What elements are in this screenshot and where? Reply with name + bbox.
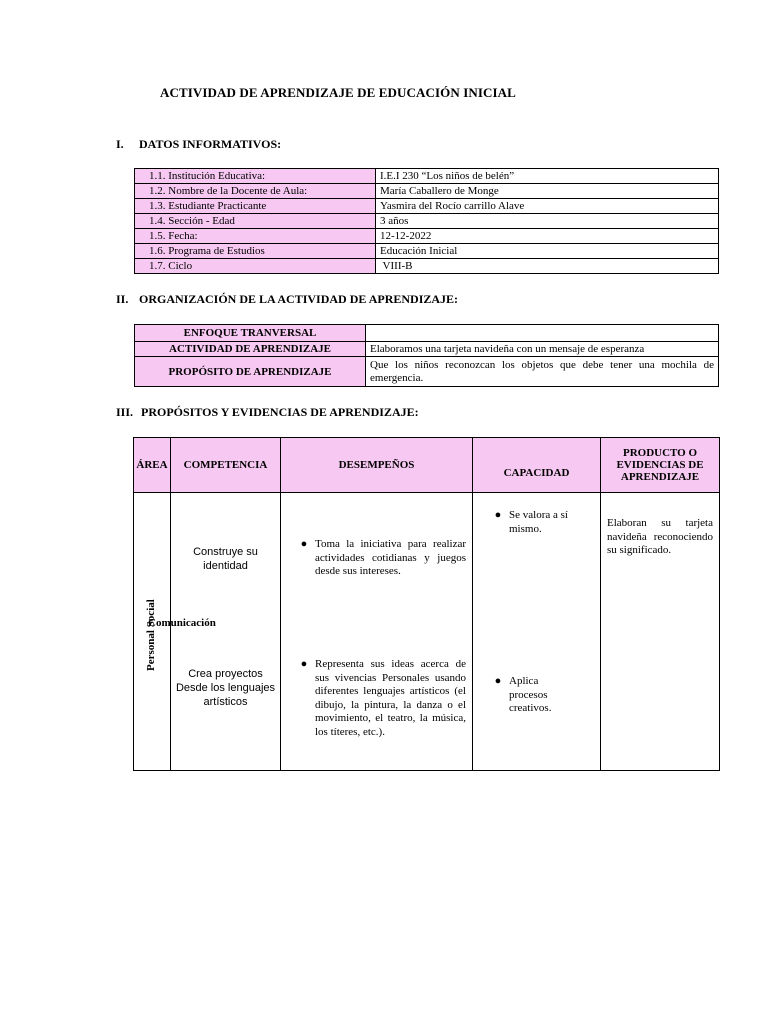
table-row — [134, 493, 720, 771]
header-area: ÁREA — [134, 438, 171, 493]
propositos-table — [133, 437, 720, 771]
section-datos-informativos: I. DATOS INFORMATIVOS: — [116, 137, 282, 151]
producto-cell — [601, 493, 720, 771]
table-row: 1.7. Ciclo VIII-B — [135, 259, 719, 274]
area-cell — [134, 493, 216, 771]
section-organizacion: II. ORGANIZACIÓN DE LA ACTIVIDAD DE APRENDIZAJE: — [116, 292, 459, 306]
capacidad-item: ● Se valora a sí mismo. — [494, 509, 568, 535]
competencia-proyectos: Crea proyectos Desde los lenguajes artísticos — [175, 668, 276, 708]
competencia-identidad: Construye su identidad — [193, 546, 258, 572]
header-competencia: COMPETENCIA — [171, 438, 281, 493]
capacidad-item: ● Aplica procesos creativos. — [494, 675, 552, 714]
table-row: ACTIVIDAD DE APRENDIZAJE Elaboramos una tarjeta navideña con un mensaje de esperanza — [135, 342, 719, 357]
table-row: 1.1. Institución Educativa: I.E.I 230 “Los niños de belén” — [135, 169, 719, 184]
table-row: 1.6. Programa de Estudios Educación Inicial — [135, 244, 719, 259]
competencia-cell — [171, 493, 281, 771]
table-row: PROPÓSITO DE APRENDIZAJE Que los niños reconozcan los objetos que debe tener una mochila de emergencia. — [135, 357, 719, 387]
capacidad-cell — [473, 493, 601, 771]
datos-informativos-table — [134, 168, 719, 274]
table-row: 1.5. Fecha: 12-12-2022 — [135, 229, 719, 244]
producto-text: Elaboran su tarjeta navideña reconociendo su significado. — [607, 517, 713, 556]
table-row: 1.2. Nombre de la Docente de Aula: María Caballero de Monge — [135, 184, 719, 199]
table-header-row — [134, 438, 720, 493]
table-row: 1.3. Estudiante Practicante Yasmira del Rocío carrillo Alave — [135, 199, 719, 214]
desempenos-cell — [281, 493, 473, 771]
table-row: 1.4. Sección - Edad 3 años — [135, 214, 719, 229]
header-capacidad: CAPACIDAD — [473, 438, 601, 493]
header-producto: PRODUCTO O EVIDENCIAS DE APRENDIZAJE — [601, 438, 720, 493]
header-desempenos: DESEMPEÑOS — [281, 438, 473, 493]
document-title: ACTIVIDAD DE APRENDIZAJE DE EDUCACIÓN INICIAL — [160, 85, 516, 100]
section-propositos: III. PROPÓSITOS Y EVIDENCIAS DE APRENDIZAJE: — [116, 405, 419, 419]
organizacion-table — [134, 324, 719, 387]
desempeno-item: ● Representa sus ideas acerca de sus vivencias Personales usando diferentes lenguajes artísticos (el dibujo, la pintura, la danza o el movimiento, el teatro, la música, los títeres, etc.). — [300, 658, 466, 738]
table-row: ENFOQUE TRANVERSAL — [135, 325, 719, 342]
area-personal-social: Personal Social — [145, 599, 157, 671]
area-comunicacion: Comunicación — [148, 617, 216, 629]
desempeno-item: ● Toma la iniciativa para realizar actividades cotidianas y juegos desde sus intereses. — [300, 538, 466, 577]
